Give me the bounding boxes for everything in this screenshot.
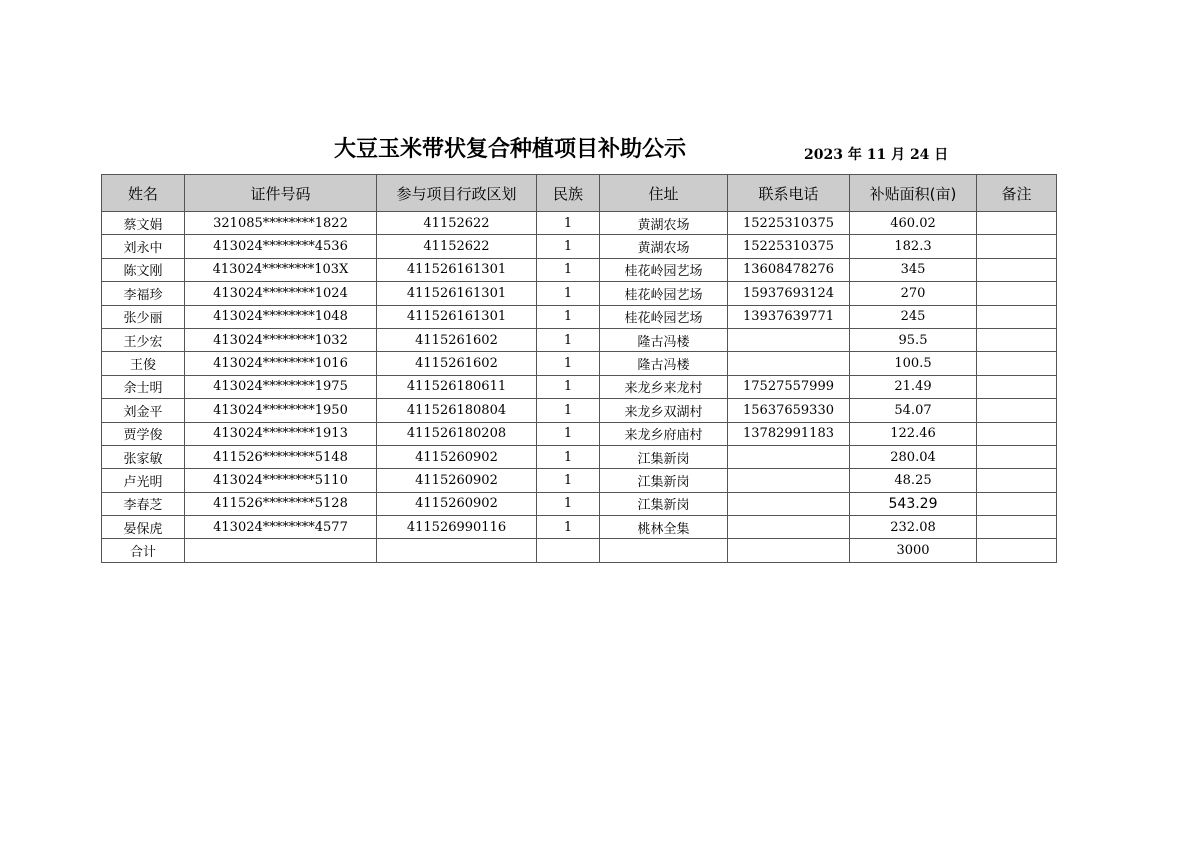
cell-id-number: 413024********1975 [185, 375, 377, 398]
cell-region: 411526161301 [377, 258, 537, 281]
cell-name: 余士明 [102, 375, 185, 398]
header-area: 补贴面积(亩) [850, 175, 977, 212]
cell-ethnicity: 1 [537, 516, 600, 539]
cell-empty [728, 539, 850, 562]
cell-empty [600, 539, 728, 562]
cell-region: 4115261602 [377, 328, 537, 351]
total-area: 3000 [850, 539, 977, 562]
cell-empty [377, 539, 537, 562]
table-row [102, 399, 1057, 422]
cell-address: 江集新岗 [600, 492, 728, 515]
table-row [102, 375, 1057, 398]
cell-ethnicity: 1 [537, 469, 600, 492]
header-ethnicity: 民族 [537, 175, 600, 212]
cell-address: 来龙乡来龙村 [600, 375, 728, 398]
cell-area: 543.29 [850, 492, 977, 515]
cell-empty [977, 539, 1057, 562]
cell-remark [977, 422, 1057, 445]
table-row [102, 352, 1057, 375]
cell-address: 江集新岗 [600, 445, 728, 468]
table-row [102, 516, 1057, 539]
cell-ethnicity: 1 [537, 375, 600, 398]
cell-area: 54.07 [850, 399, 977, 422]
header-phone: 联系电话 [728, 175, 850, 212]
cell-id-number: 411526********5148 [185, 445, 377, 468]
header-name: 姓名 [102, 175, 185, 212]
cell-phone [728, 328, 850, 351]
table-header-row [102, 175, 1057, 212]
cell-area: 345 [850, 258, 977, 281]
cell-phone: 13782991183 [728, 422, 850, 445]
table-row [102, 422, 1057, 445]
cell-remark [977, 235, 1057, 258]
document-date: 2023 年 11 月 24 日 [804, 147, 949, 163]
cell-phone: 13937639771 [728, 305, 850, 328]
cell-phone [728, 492, 850, 515]
cell-ethnicity: 1 [537, 212, 600, 235]
table-row [102, 328, 1057, 351]
header-remark: 备注 [977, 175, 1057, 212]
cell-address: 来龙乡双湖村 [600, 399, 728, 422]
cell-remark [977, 516, 1057, 539]
cell-region: 411526161301 [377, 305, 537, 328]
cell-area: 95.5 [850, 328, 977, 351]
total-label: 合计 [102, 539, 185, 562]
cell-name: 卢光明 [102, 469, 185, 492]
cell-id-number: 413024********4536 [185, 235, 377, 258]
cell-area: 460.02 [850, 212, 977, 235]
document-title: 大豆玉米带状复合种植项目补助公示 [333, 137, 686, 162]
cell-ethnicity: 1 [537, 282, 600, 305]
header-id-number: 证件号码 [185, 175, 377, 212]
table-row [102, 492, 1057, 515]
cell-id-number: 413024********1024 [185, 282, 377, 305]
cell-address: 桂花岭园艺场 [600, 305, 728, 328]
cell-ethnicity: 1 [537, 422, 600, 445]
cell-remark [977, 328, 1057, 351]
cell-area: 21.49 [850, 375, 977, 398]
cell-ethnicity: 1 [537, 445, 600, 468]
cell-id-number: 321085********1822 [185, 212, 377, 235]
table-row [102, 212, 1057, 235]
cell-remark [977, 258, 1057, 281]
cell-ethnicity: 1 [537, 258, 600, 281]
cell-id-number: 413024********1913 [185, 422, 377, 445]
cell-empty [185, 539, 377, 562]
cell-name: 张少丽 [102, 305, 185, 328]
table-row [102, 282, 1057, 305]
cell-phone: 15225310375 [728, 212, 850, 235]
cell-region: 411526990116 [377, 516, 537, 539]
cell-region: 4115260902 [377, 469, 537, 492]
cell-address: 来龙乡府庙村 [600, 422, 728, 445]
cell-address: 桃林全集 [600, 516, 728, 539]
cell-region: 411526180611 [377, 375, 537, 398]
table-total-row [102, 539, 1057, 562]
cell-region: 41152622 [377, 212, 537, 235]
cell-phone: 17527557999 [728, 375, 850, 398]
cell-area: 48.25 [850, 469, 977, 492]
cell-name: 蔡文娟 [102, 212, 185, 235]
cell-phone: 15637659330 [728, 399, 850, 422]
cell-remark [977, 282, 1057, 305]
header-address: 住址 [600, 175, 728, 212]
cell-address: 隆古冯楼 [600, 352, 728, 375]
table-row [102, 258, 1057, 281]
cell-region: 411526180804 [377, 399, 537, 422]
cell-region: 411526161301 [377, 282, 537, 305]
cell-phone: 15225310375 [728, 235, 850, 258]
subsidy-table [101, 174, 1057, 563]
cell-id-number: 413024********4577 [185, 516, 377, 539]
cell-name: 晏保虎 [102, 516, 185, 539]
cell-phone [728, 445, 850, 468]
cell-region: 4115261602 [377, 352, 537, 375]
cell-address: 桂花岭园艺场 [600, 258, 728, 281]
cell-name: 李福珍 [102, 282, 185, 305]
cell-remark [977, 399, 1057, 422]
cell-remark [977, 375, 1057, 398]
cell-ethnicity: 1 [537, 492, 600, 515]
cell-remark [977, 469, 1057, 492]
cell-address: 隆古冯楼 [600, 328, 728, 351]
cell-area: 270 [850, 282, 977, 305]
cell-id-number: 411526********5128 [185, 492, 377, 515]
cell-id-number: 413024********1032 [185, 328, 377, 351]
header-region: 参与项目行政区划 [377, 175, 537, 212]
cell-phone [728, 516, 850, 539]
cell-ethnicity: 1 [537, 352, 600, 375]
cell-name: 刘金平 [102, 399, 185, 422]
table-row [102, 235, 1057, 258]
cell-region: 4115260902 [377, 492, 537, 515]
cell-phone [728, 469, 850, 492]
cell-remark [977, 305, 1057, 328]
cell-name: 贾学俊 [102, 422, 185, 445]
cell-ethnicity: 1 [537, 235, 600, 258]
cell-area: 182.3 [850, 235, 977, 258]
cell-name: 陈文刚 [102, 258, 185, 281]
cell-region: 4115260902 [377, 445, 537, 468]
cell-region: 41152622 [377, 235, 537, 258]
cell-name: 李春芝 [102, 492, 185, 515]
cell-name: 王少宏 [102, 328, 185, 351]
cell-address: 江集新岗 [600, 469, 728, 492]
table-row [102, 305, 1057, 328]
cell-region: 411526180208 [377, 422, 537, 445]
cell-empty [537, 539, 600, 562]
cell-phone: 13608478276 [728, 258, 850, 281]
cell-area: 232.08 [850, 516, 977, 539]
cell-area: 122.46 [850, 422, 977, 445]
cell-remark [977, 352, 1057, 375]
cell-area: 245 [850, 305, 977, 328]
cell-remark [977, 492, 1057, 515]
cell-remark [977, 445, 1057, 468]
table-row [102, 469, 1057, 492]
cell-ethnicity: 1 [537, 305, 600, 328]
table-row [102, 445, 1057, 468]
cell-address: 黄湖农场 [600, 235, 728, 258]
cell-ethnicity: 1 [537, 399, 600, 422]
cell-name: 刘永中 [102, 235, 185, 258]
cell-area: 280.04 [850, 445, 977, 468]
cell-phone: 15937693124 [728, 282, 850, 305]
cell-name: 张家敏 [102, 445, 185, 468]
cell-id-number: 413024********103X [185, 258, 377, 281]
cell-name: 王俊 [102, 352, 185, 375]
cell-phone [728, 352, 850, 375]
cell-ethnicity: 1 [537, 328, 600, 351]
cell-remark [977, 212, 1057, 235]
cell-id-number: 413024********1016 [185, 352, 377, 375]
cell-id-number: 413024********1950 [185, 399, 377, 422]
cell-address: 桂花岭园艺场 [600, 282, 728, 305]
cell-id-number: 413024********1048 [185, 305, 377, 328]
cell-id-number: 413024********5110 [185, 469, 377, 492]
cell-area: 100.5 [850, 352, 977, 375]
cell-address: 黄湖农场 [600, 212, 728, 235]
